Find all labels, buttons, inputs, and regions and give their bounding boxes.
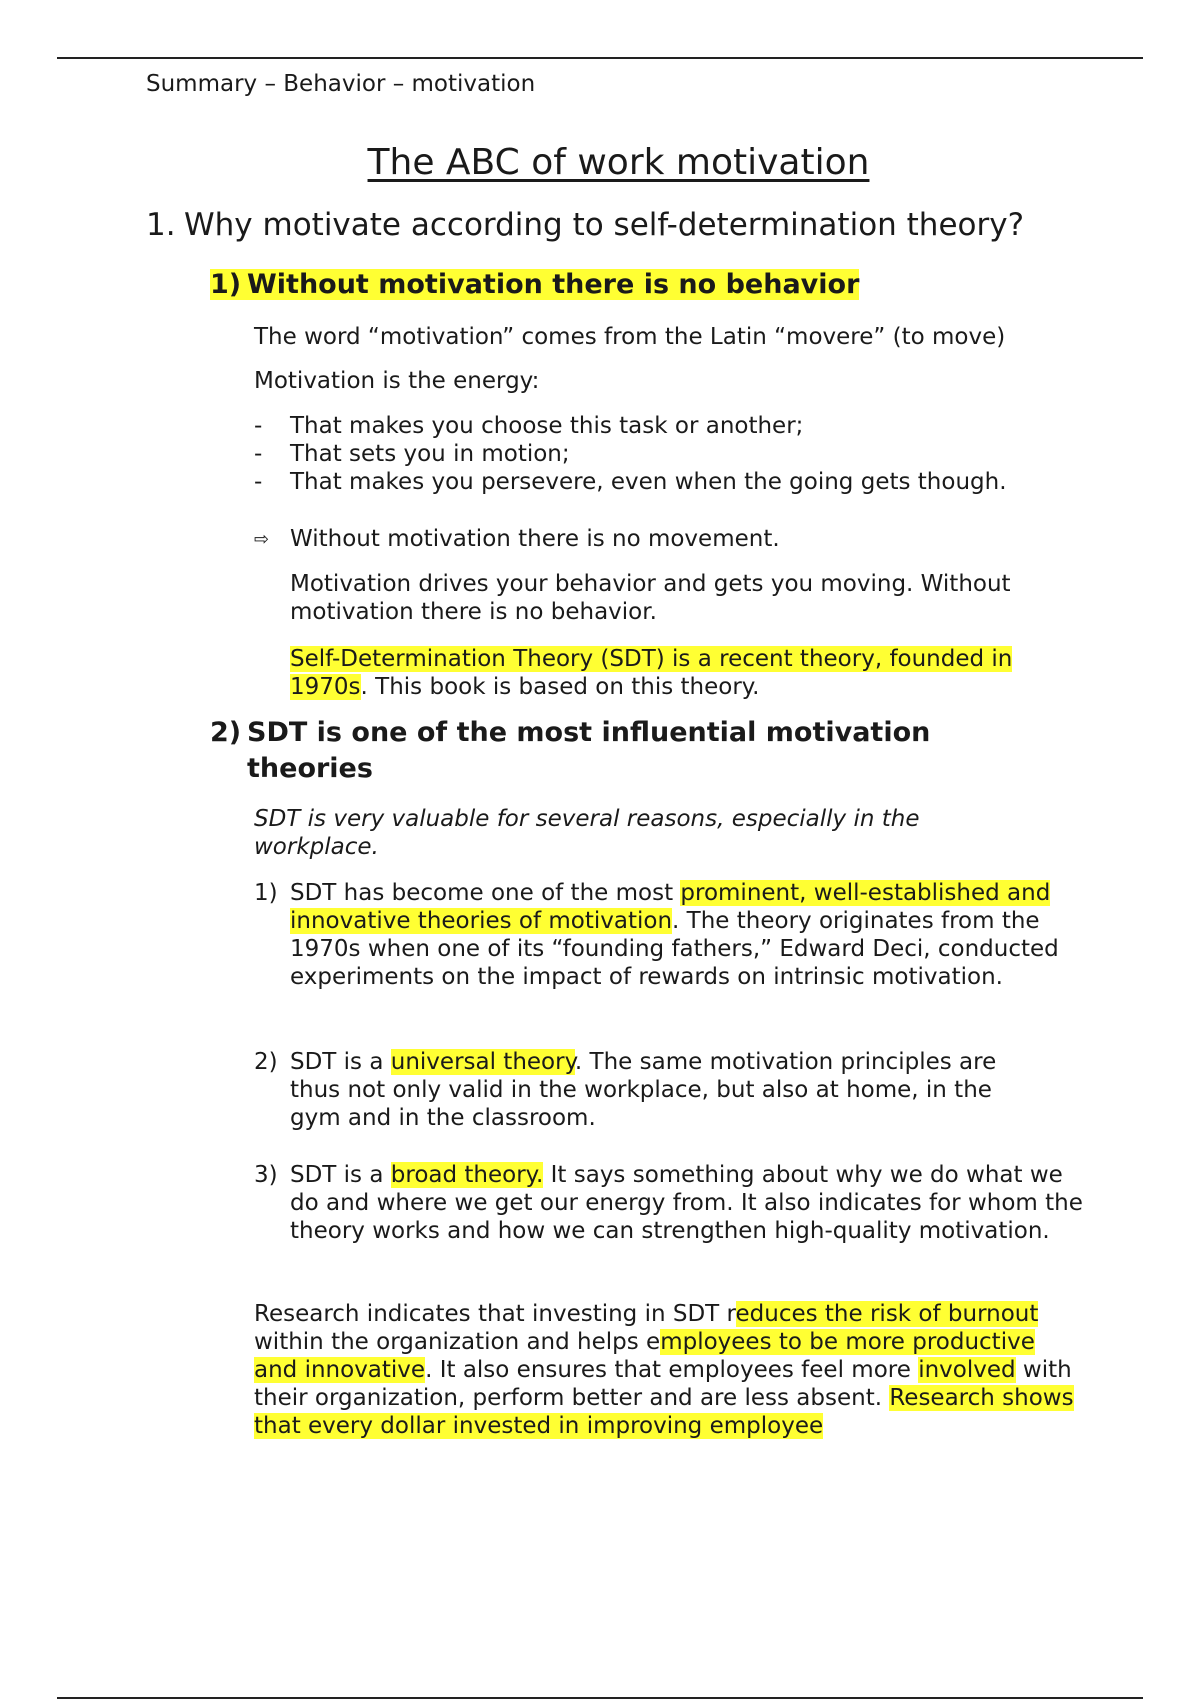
paragraph-etymology: The word “motivation” comes from the Latin “movere” (to move) [254,324,1006,350]
subsection-heading-text: Without motivation there is no behavior [247,269,860,300]
highlighted-text: Research shows that every dollar invested in improving employee [254,1385,1074,1439]
subsection-heading-2 [210,715,930,787]
dash-marker: - [254,469,263,495]
section-number: 1. [146,207,176,243]
paragraph-text: . This book is based on this theory. [360,674,760,700]
list-item-text: SDT is a broad theory. It says something about why we do what we do and where we get our energy from. It also indicates for whom the theory works and how we can strengthen high-quality motivation. [290,1162,1083,1244]
arrow-right-icon: ⇨ [254,529,270,550]
list-item [254,1161,1084,1245]
list-item-text: That sets you in motion; [290,441,570,467]
list-item-text: That makes you persevere, even when the going gets though. [290,469,1007,495]
list-item-text: SDT is a universal theory. The same motivation principles are thus not only valid in the workplace, but also at home, in the gym and in the classroom. [290,1049,997,1131]
list-item [254,468,1007,496]
item-number: 2) [254,1049,278,1075]
paragraph-energy-intro: Motivation is the energy: [254,368,540,394]
subsection-number: 1) [210,269,242,300]
energy-bullet-list [254,412,1007,496]
highlighted-text: educes the risk of burnout [735,1301,1039,1327]
paragraph-drives-behavior: Motivation drives your behavior and gets you moving. Without motivation there is no behavior. [290,571,1011,625]
heading-line: SDT is one of the most influential motivation [247,717,931,748]
dash-marker: - [254,413,263,439]
list-item [254,440,1007,468]
section-heading-text: Why motivate according to self-determination theory? [184,207,1025,243]
paragraph-research: Research indicates that investing in SDT reduces the risk of burnout within the organization and helps employees to be more productive and innovative. It also ensures that employees feel more involved with their organization, perform better and are less absent. Research shows that every dollar invested in improving employee [254,1301,1074,1439]
section-heading-1 [146,207,1024,243]
dash-marker: - [254,441,263,467]
paragraph-sdt-valuable: SDT is very valuable for several reasons, especially in the workplace. [254,806,920,860]
list-item [254,879,1084,991]
highlighted-text: universal theory [390,1049,575,1075]
list-item-text: SDT has become one of the most prominent, well-established and innovative theories of motivation. The theory originates from the 1970s when one of its “founding fathers,” Edward Deci, conducted experiments on the impact of rewards on intrinsic motivation. [290,880,1059,990]
highlighted-text: Self-Determination Theory (SDT) is a recent theory, founded in 1970s [290,646,1013,700]
list-item [254,1048,1044,1132]
subsection-heading-text [247,715,930,787]
conclusion-text: Without motivation there is no movement. [290,526,780,552]
list-item [254,412,1007,440]
subsection-heading-1 [210,269,859,300]
heading-highlight [210,269,859,300]
header-rule [57,57,1143,59]
subsection-number: 2) [210,717,242,748]
item-number: 1) [254,880,278,906]
running-header: Summary – Behavior – motivation [146,71,536,97]
highlighted-text: prominent, well-established and innovative theories of motivation [290,880,1051,934]
highlighted-text: involved [918,1357,1016,1383]
item-number: 3) [254,1162,278,1188]
heading-line: theories [247,753,373,784]
document-title: The ABC of work motivation [367,142,870,183]
list-item-text: That makes you choose this task or another; [290,413,804,439]
conclusion-line [254,526,780,554]
highlighted-text: mployees to be more productive and innovative [254,1329,1035,1383]
highlighted-text: broad theory. [390,1162,544,1188]
paragraph-sdt-founding [290,645,1080,701]
footer-rule [57,1697,1143,1699]
